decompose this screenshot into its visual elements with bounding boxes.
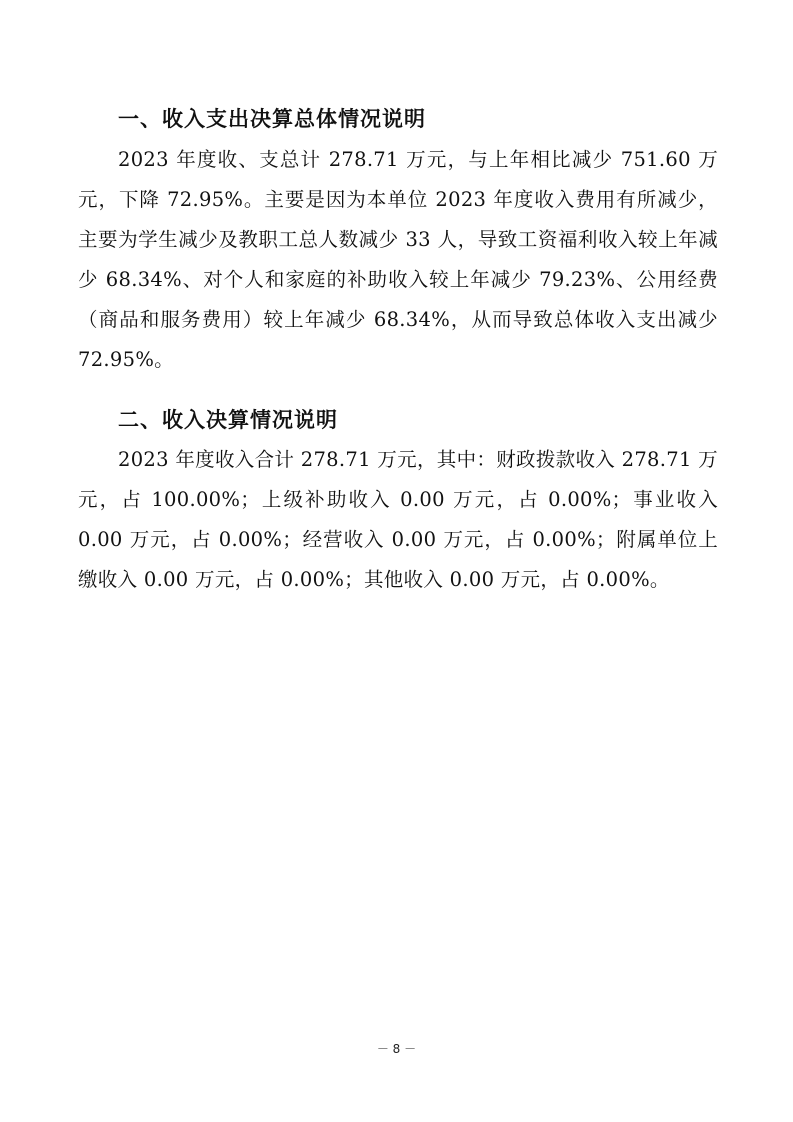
section-heading-summary: 一、收入支出决算总体情况说明 <box>118 107 426 131</box>
section-paragraph-income: 2023 年度收入合计 278.71 万元，其中：财政拨款收入 278.71 万元，占 100.00%；上级补助收入 0.00 万元，占 0.00%；事业收入 0.00 万元，占 0.00%；经营收入 0.00 万元，占 0.00%；附属单位上缴收入 0.00 万元，占 0.00%；其他收入 0.00 万元，占 0.00%。 <box>78 448 718 591</box>
section-paragraph-summary: 2023 年度收、支总计 278.71 万元，与上年相比减少 751.60 万元，下降 72.95%。主要是因为本单位 2023 年度收入费用有所减少，主要为学生减少及教职工总人数减少 33 人，导致工资福利收入较上年减少 68.34%、对个人和家庭的补助收入较上年减少 79.23%、公用经费（商品和服务费用）较上年减少 68.34%，从而导致总体收入支出减少 72.95%。 <box>78 148 718 371</box>
page-number: － 8 － <box>376 1042 417 1056</box>
section-heading-income: 二、收入决算情况说明 <box>118 408 338 432</box>
